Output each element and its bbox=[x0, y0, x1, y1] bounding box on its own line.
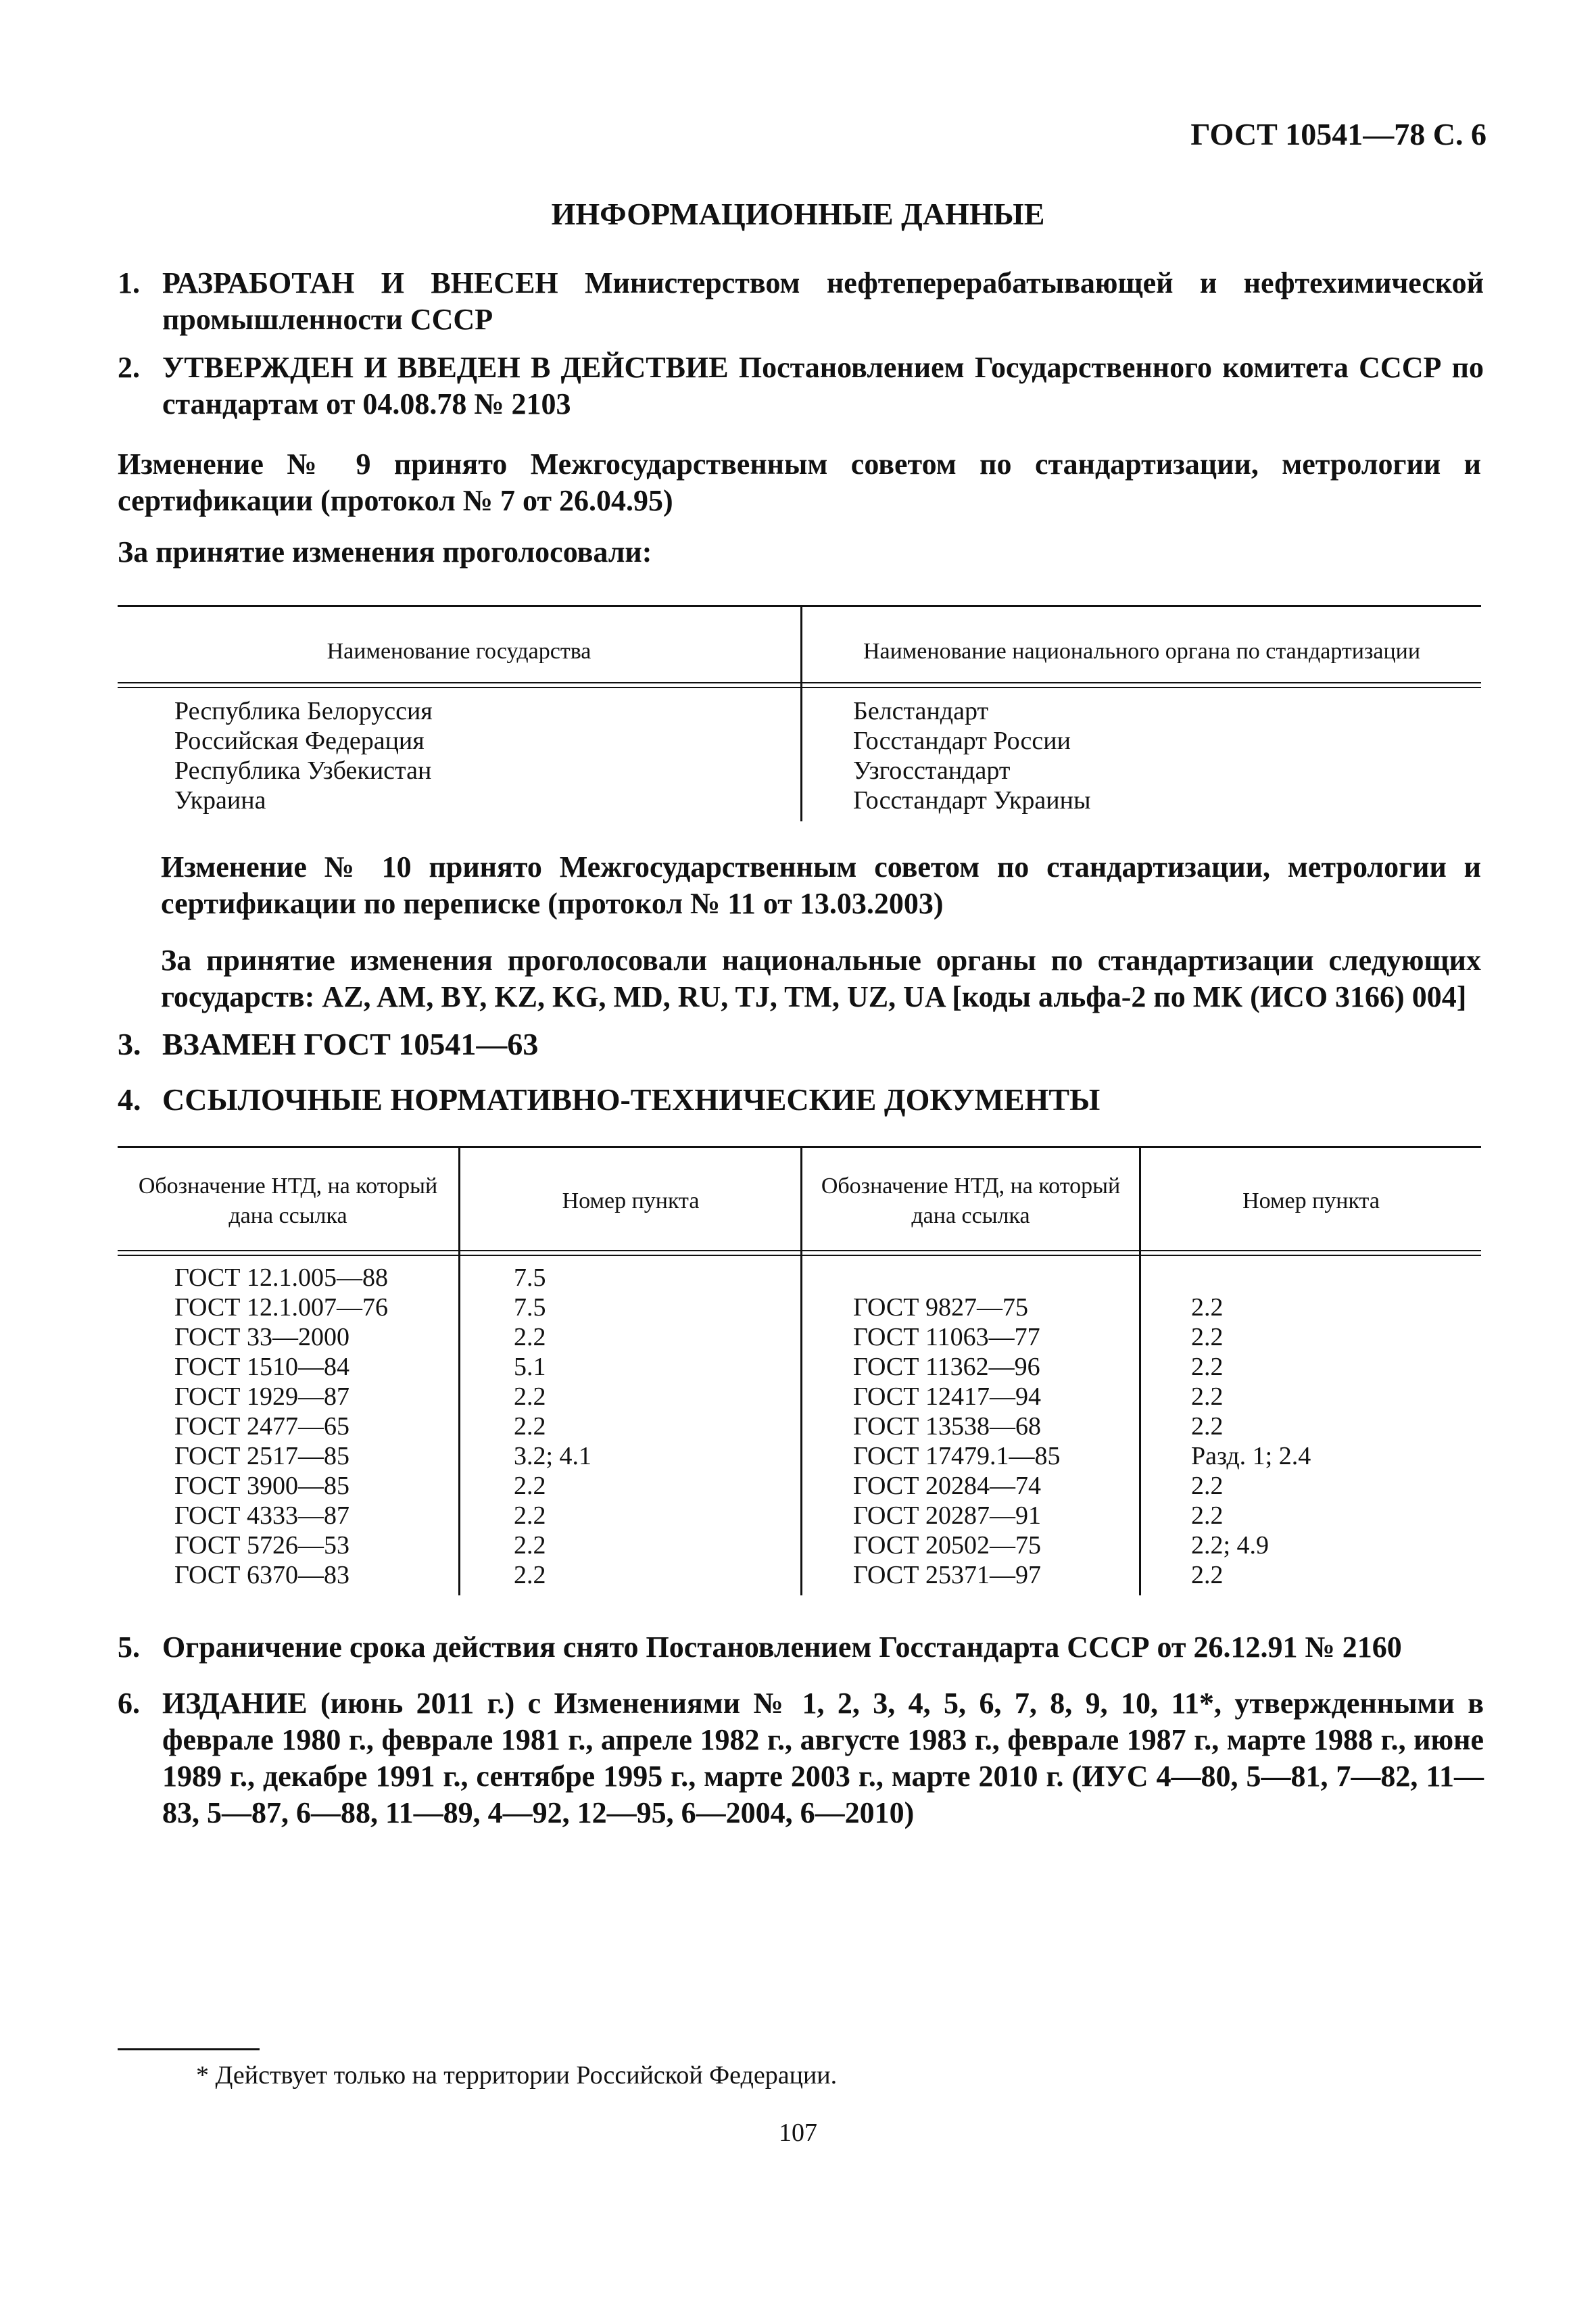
table-cell: ГОСТ 11063—77 bbox=[853, 1323, 1040, 1351]
table-cell: 2.2; 4.9 bbox=[1191, 1531, 1269, 1560]
table-cell: ГОСТ 13538—68 bbox=[853, 1412, 1041, 1441]
info-item-6 bbox=[118, 1685, 1484, 1831]
table-cell: 2.2 bbox=[514, 1501, 546, 1530]
table-cell: Республика Узбекистан bbox=[174, 756, 432, 785]
table-cell: 7.5 bbox=[514, 1263, 546, 1292]
header-rule-1 bbox=[118, 1250, 1481, 1251]
table-cell: ГОСТ 12.1.007—76 bbox=[174, 1293, 388, 1322]
info-item-5 bbox=[118, 1629, 1484, 1666]
table-cell: 2.2 bbox=[1191, 1323, 1224, 1351]
info-item-1 bbox=[118, 265, 1484, 338]
table-cell: Белстандарт bbox=[853, 697, 989, 725]
table-cell: Разд. 1; 2.4 bbox=[1191, 1442, 1311, 1470]
voted-national-paragraph: За принятие изменения проголосовали национальные органы по стандартизации следующих государств: AZ, AM, BY, KZ, KG, MD, RU, TJ, TM, UZ, UA [коды альфа-2 по МК (ИСО 3166) 004] bbox=[161, 944, 1481, 1013]
document-title: ИНФОРМАЦИОННЫЕ ДАННЫЕ bbox=[551, 197, 1045, 231]
info-item-3 bbox=[118, 1026, 1484, 1063]
footnote-rule bbox=[118, 2048, 260, 2050]
table-cell: 2.2 bbox=[1191, 1353, 1224, 1381]
table-cell: 5.1 bbox=[514, 1353, 546, 1381]
table-top-rule bbox=[118, 1146, 1481, 1148]
info-item-4 bbox=[118, 1082, 1484, 1118]
table-cell: 3.2; 4.1 bbox=[514, 1442, 592, 1470]
page-header: ГОСТ 10541—78 С. 6 bbox=[1190, 117, 1486, 151]
table-column-divider bbox=[1139, 1146, 1141, 1595]
table-cell: 2.2 bbox=[514, 1531, 546, 1560]
table-cell: ГОСТ 11362—96 bbox=[853, 1353, 1040, 1381]
table-cell: ГОСТ 1510—84 bbox=[174, 1353, 349, 1381]
table-cell: Узгосстандарт bbox=[853, 756, 1011, 785]
table-cell: 2.2 bbox=[1191, 1293, 1224, 1322]
table-cell: 2.2 bbox=[1191, 1472, 1224, 1500]
table-cell: ГОСТ 12417—94 bbox=[853, 1382, 1041, 1411]
item-number: 2. bbox=[118, 351, 140, 384]
table-cell: 2.2 bbox=[514, 1561, 546, 1589]
change-10-paragraph: Изменение № 10 принято Межгосударственным советом по стандартизации, метрологии и сертификации по переписке (протокол № 11 от 13.03.2003) bbox=[161, 850, 1481, 920]
item-number: 1. bbox=[118, 266, 140, 299]
table-cell: ГОСТ 1929—87 bbox=[174, 1382, 349, 1411]
table-cell: ГОСТ 20287—91 bbox=[853, 1501, 1041, 1530]
table-header-ntd-right: Обозначение НТД, на который дана ссылка bbox=[821, 1174, 1121, 1228]
table-cell: 2.2 bbox=[514, 1323, 546, 1351]
item-number: 5. bbox=[118, 1631, 140, 1664]
table-header-state: Наименование государства bbox=[327, 639, 591, 664]
table-cell: 7.5 bbox=[514, 1293, 546, 1322]
header-rule-2 bbox=[118, 687, 1481, 688]
table-cell: ГОСТ 33—2000 bbox=[174, 1323, 349, 1351]
table-cell: ГОСТ 5726—53 bbox=[174, 1531, 349, 1560]
table-cell: 2.2 bbox=[1191, 1412, 1224, 1441]
table-cell: ГОСТ 9827—75 bbox=[853, 1293, 1028, 1322]
item-text: УТВЕРЖДЕН И ВВЕДЕН В ДЕЙСТВИЕ Постановлением Государственного комитета СССР по стандартам от 04.08.78 № 2103 bbox=[162, 351, 1484, 420]
table-header-clause-right: Номер пункта bbox=[1242, 1188, 1380, 1213]
header-rule-2 bbox=[118, 1255, 1481, 1256]
item-number: 6. bbox=[118, 1687, 140, 1720]
table-cell: ГОСТ 17479.1—85 bbox=[853, 1442, 1061, 1470]
table-cell: ГОСТ 6370—83 bbox=[174, 1561, 349, 1589]
table-cell: ГОСТ 4333—87 bbox=[174, 1501, 349, 1530]
table-cell: ГОСТ 25371—97 bbox=[853, 1561, 1041, 1589]
item-text: ССЫЛОЧНЫЕ НОРМАТИВНО-ТЕХНИЧЕСКИЕ ДОКУМЕНТЫ bbox=[162, 1082, 1101, 1117]
change-9-paragraph: Изменение № 9 принято Межгосударственным советом по стандартизации, метрологии и сертификации (протокол № 7 от 26.04.95) bbox=[118, 448, 1481, 517]
table-cell: Госстандарт Украины bbox=[853, 786, 1091, 815]
table-cell: Госстандарт России bbox=[853, 727, 1071, 755]
table-column-divider bbox=[800, 605, 802, 821]
table-cell: ГОСТ 2477—65 bbox=[174, 1412, 349, 1441]
table-header-standards-body: Наименование национального органа по стандартизации bbox=[863, 639, 1421, 664]
table-cell: 2.2 bbox=[514, 1412, 546, 1441]
info-item-2 bbox=[118, 349, 1484, 423]
header-rule-1 bbox=[118, 682, 1481, 683]
table-cell: ГОСТ 20502—75 bbox=[853, 1531, 1041, 1560]
table-header-ntd-left: Обозначение НТД, на который дана ссылка bbox=[138, 1174, 438, 1228]
table-cell: Республика Белоруссия bbox=[174, 697, 433, 725]
table-cell: 2.2 bbox=[1191, 1382, 1224, 1411]
page-number: 107 bbox=[779, 2119, 817, 2147]
item-text: ВЗАМЕН ГОСТ 10541—63 bbox=[162, 1027, 539, 1061]
table-cell: 2.2 bbox=[514, 1472, 546, 1500]
item-text: Ограничение срока действия снято Постановлением Госстандарта СССР от 26.12.91 № 2160 bbox=[162, 1631, 1402, 1664]
voted-heading: За принятие изменения проголосовали: bbox=[118, 535, 652, 569]
table-cell: ГОСТ 20284—74 bbox=[853, 1472, 1041, 1500]
table-cell: ГОСТ 12.1.005—88 bbox=[174, 1263, 388, 1292]
item-number: 3. bbox=[118, 1027, 141, 1061]
table-header-clause-left: Номер пункта bbox=[562, 1188, 700, 1213]
table-cell: 2.2 bbox=[514, 1382, 546, 1411]
table-column-divider bbox=[800, 1146, 802, 1595]
table-cell: 2.2 bbox=[1191, 1501, 1224, 1530]
table-top-rule bbox=[118, 605, 1481, 607]
table-cell: Российская Федерация bbox=[174, 727, 425, 755]
table-column-divider bbox=[458, 1146, 460, 1595]
table-cell: ГОСТ 2517—85 bbox=[174, 1442, 349, 1470]
item-text: ИЗДАНИЕ (июнь 2011 г.) с Изменениями № 1, 2, 3, 4, 5, 6, 7, 8, 9, 10, 11*, утвержденными в феврале 1980 г., феврале 1981 г., апреле 1982 г., августе 1983 г., феврале 1987 г., марте 1988 г., июне 1989 г., декабре 1991 г., сентябре 1995 г., марте 2003 г., марте 2010 г. (ИУС 4—80, 5—81, 7—82, 11—83, 5—87, 6—88, 11—89, 4—92, 12—95, 6—2004, 6—2010) bbox=[162, 1687, 1484, 1829]
table-cell: Украина bbox=[174, 786, 266, 815]
table-cell: ГОСТ 3900—85 bbox=[174, 1472, 349, 1500]
table-cell: 2.2 bbox=[1191, 1561, 1224, 1589]
item-number: 4. bbox=[118, 1082, 141, 1117]
footnote: * Действует только на территории Российской Федерации. bbox=[196, 2061, 838, 2090]
item-text: РАЗРАБОТАН И ВНЕСЕН Министерством нефтеперерабатывающей и нефтехимической промышленности СССР bbox=[162, 266, 1484, 336]
